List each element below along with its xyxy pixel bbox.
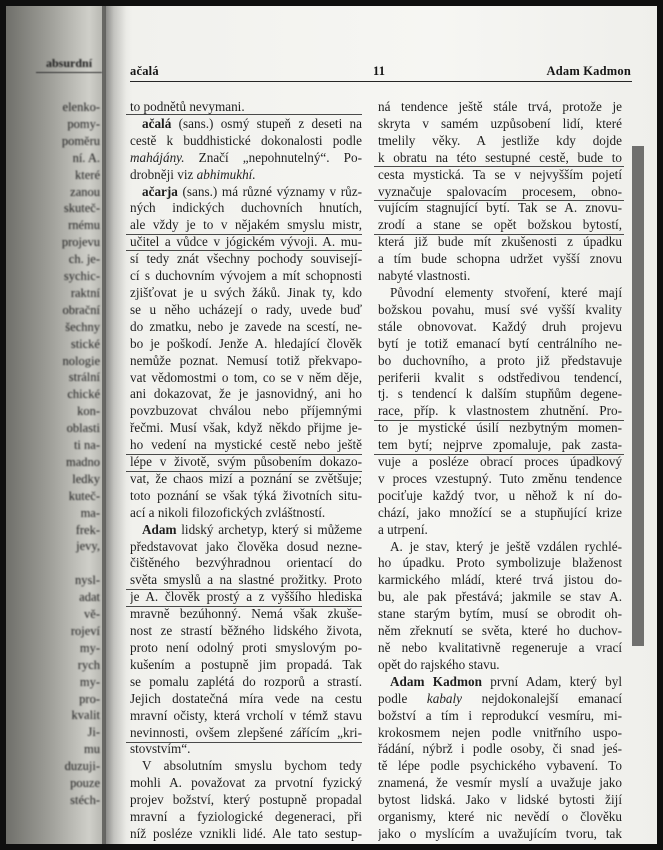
text-line: zjišťovat je u svých žáků. Jinak ty, kdo: [130, 284, 362, 300]
text-line: cí s duchovním vývojem a mít schopnosti: [130, 268, 362, 284]
text-line: představovat jako člověka dosud nezne-: [130, 538, 362, 554]
pencil-underline: [126, 454, 362, 455]
left-page-fragment: zanou: [70, 184, 100, 199]
text-line: Jejich dostatečná míra vede na cestu: [130, 690, 362, 706]
text-line: božství a tím i reprodukcí vesmíru, mi-: [378, 707, 622, 723]
text-line: a utrpení.: [378, 521, 428, 537]
text-line: bytost lidská. Jako v lidské bytosti žijí: [378, 792, 622, 808]
text-line: je A. člověk prostý a z vyššího hlediska: [130, 589, 362, 605]
text-line: ací a nikoli filozofických zvláštností.: [130, 504, 326, 520]
text-line: Adam lidský archetyp, který si můžeme: [142, 521, 362, 537]
text-line: mravně bezúhonný. Nemá však zkuše-: [130, 606, 362, 622]
text-line: zrodí a stane se opět božskou bytostí,: [378, 217, 622, 233]
text-line: ani dokazovat, že je jasnovidný, ani ho: [130, 386, 362, 402]
left-page-fragment: oblasti: [66, 421, 100, 436]
text-line: A. je stav, který je ještě vzdálen rychlé-: [390, 538, 622, 554]
left-page-fragment: adat: [79, 590, 100, 605]
text-line: sí tedy znát všechny pochody souvisejí-: [130, 251, 362, 267]
text-line: ně nebo kvalitativně regeneruje a vrací: [378, 640, 622, 655]
text-line: nost ze strastí běžného lidského života,: [130, 623, 362, 639]
text-line: nevinnosti, ovšem zlepšené zářícím „kri-: [130, 724, 362, 740]
left-page-fragment: pro-: [79, 691, 100, 706]
left-page-fragment: pomy-: [67, 116, 100, 131]
pencil-underline: [374, 234, 624, 235]
pencil-underline: [374, 166, 624, 167]
left-page-fragment: ma-: [80, 505, 100, 520]
left-page-rule: [36, 72, 102, 73]
text-line: vyznačuje spalovacím procesem, obno-: [378, 183, 622, 199]
text-line: nemůže poznat. Nemusí totiž překvapo-: [130, 352, 362, 368]
text-line: organismy, které nic nevědí o člověku: [378, 809, 622, 825]
text-line: to podnětů nevymani.: [130, 99, 245, 114]
text-line: tem bytí; nejprve zpomaluje, pak zasta-: [378, 437, 622, 453]
text-line: níž posléze vznikli lidé. Ale tato sestup-: [130, 825, 362, 841]
text-line: tě lépe podle psychického vybavení. To: [378, 758, 622, 774]
text-line: ačarja (sans.) má různé významy v růz-: [142, 183, 362, 199]
text-line: řádání, nýbrž i podle osoby, či snad jeś-: [378, 741, 622, 757]
text-line: bo je poškodí. Jenže A. hledající člověk: [130, 335, 362, 351]
text-line: bo duchovního, a proto již představuje: [378, 352, 622, 368]
text-line: a tím bude schopna udržet vyšší znovu: [378, 251, 622, 267]
text-line: krokosmem nejen podle vnitřního uspo-: [378, 724, 622, 740]
text-line: proto není odolný proti smyslovým po-: [130, 640, 362, 655]
pencil-underline: [126, 471, 362, 472]
text-line: to je mystické úsilí nezbytným momen-: [378, 420, 622, 436]
pencil-underline: [126, 114, 362, 115]
text-line: pociťuje každý tvor, u něhož k ní do-: [378, 487, 622, 503]
text-line: cesta mystická. Ta se v nejvyšším pojetí: [378, 166, 622, 182]
left-page-fragment: kuteč-: [68, 488, 100, 503]
text-line: ho úpadku. Proto symbolizuje blaženost: [378, 555, 622, 571]
page-number: 11: [373, 64, 386, 78]
left-page-fragment: mu: [84, 742, 100, 757]
left-page-fragment: projevu: [61, 235, 100, 250]
left-page-fragment: které: [75, 167, 100, 182]
text-line: chází, jako množící se a stupňující krize: [378, 504, 622, 520]
text-line: v proces vzestupný. Tuto změnu tendence: [378, 470, 622, 486]
text-line: světa smyslů a na slastné prožitky. Proto: [130, 572, 362, 588]
running-head-right: Adam Kadmon: [546, 64, 631, 78]
left-page-fragment: kon-: [77, 404, 100, 419]
left-page-fragment: ní. A.: [72, 150, 100, 165]
running-head-left: ačalá: [130, 64, 159, 78]
text-line: povzbuzovat chválou nebo příjemnými: [130, 403, 362, 419]
text-line: mohli A. považovat za prvotní fyzický: [130, 775, 362, 791]
text-line: nabyté vlastnosti.: [378, 268, 471, 284]
pencil-underline: [374, 200, 624, 201]
left-page-fragment: frek-: [75, 522, 100, 537]
text-line: stále obnovovat. Každý druh projevu: [378, 318, 622, 334]
text-line: lépe v životě, svým působením dokazo-: [130, 454, 362, 470]
left-page-fragment: elenko-: [62, 100, 100, 114]
left-page-fragment: strální: [68, 370, 100, 385]
text-line: ho vedení na mystické cestě nebo ještě: [130, 437, 362, 453]
text-line: mravní a fyziologické degeneraci, při: [130, 809, 362, 825]
left-page-fragment: Ji-: [87, 725, 100, 740]
text-line: k obratu na této sestupné cestě, bude to: [378, 149, 622, 165]
pencil-underline: [374, 454, 624, 455]
left-page-fragment: obrační: [62, 302, 100, 317]
left-page-header: absurdní: [46, 56, 93, 70]
pencil-underline: [126, 589, 362, 590]
text-line: stane starým bytím, musí se obrodit oh-: [378, 606, 622, 622]
text-line: ačalá (sans.) osmý stupeň z deseti na: [142, 115, 362, 131]
text-line: se u něho ucházejí o rady, uvede buď: [130, 301, 362, 317]
text-line: opět do rajského stavu.: [378, 656, 500, 672]
text-line: drobněji viz abhimukhí.: [130, 166, 256, 182]
page-edge-shadow: [632, 146, 644, 646]
text-line: Původní elementy stvoření, které mají: [390, 284, 622, 300]
pencil-underline: [374, 420, 624, 421]
text-line: karmického mládí, které trvá jistou do-: [378, 572, 622, 588]
text-line: toto poznání se však týká životních situ-: [130, 487, 362, 503]
left-page-fragment: nologie: [62, 353, 100, 368]
text-line: projev božství, který postupně propadal: [130, 792, 362, 808]
text-line: učitel a vůdce v jógickém vývoji. A. mu-: [130, 234, 362, 250]
header-rule: [130, 81, 632, 82]
left-page-fragment: kvalit: [71, 708, 100, 723]
text-line: mravní očisty, která vrcholí v témž stavu: [130, 707, 362, 723]
text-line: čištěného bezvýhradnou orientací do: [130, 555, 362, 571]
book-gutter-shadow: [102, 6, 126, 844]
right-page: [106, 6, 657, 844]
left-page-fragment: skuteč-: [63, 201, 100, 216]
left-page-fragment: my-: [79, 674, 100, 689]
left-page-fragment: rnému: [68, 218, 100, 233]
text-line: periferii kvalit s odstředivou tendencí,: [378, 369, 622, 385]
text-line: ale vždy je to v nějakém smyslu mistr,: [130, 217, 362, 233]
text-line: V absolutním smyslu bychom tedy: [142, 758, 362, 774]
left-page-fragment: ch. je-: [68, 252, 100, 267]
text-line: podle kabaly nejdokonalejší emanací: [378, 690, 622, 706]
text-line: jako o myslícím a uvažujícím tvoru, tak: [378, 825, 622, 841]
book-photo: [6, 6, 657, 844]
text-line: něm zřeknutí se světa, které ho duchov-: [378, 623, 622, 639]
left-page-fragment: rojeví: [70, 623, 100, 638]
left-page-fragment: vě-: [84, 607, 100, 621]
text-line: kušením a postupně jim propadá. Tak: [130, 656, 362, 672]
left-page-fragment: ledky: [72, 471, 100, 486]
text-line: do zmatku, nebo je zavede na scestí, ne-: [130, 318, 362, 334]
text-line: tmelily věky. A jestliže kdy dojde: [378, 132, 622, 148]
text-line: ná tendence ještě stále trvá, protože je: [378, 99, 622, 114]
left-page-fragment: my-: [79, 640, 100, 655]
left-page-fragment: šechny: [65, 319, 100, 334]
left-page-fragment: raktní: [70, 285, 100, 300]
left-page-fragment: rych: [77, 657, 100, 672]
text-column-right: [378, 99, 622, 843]
left-page-fragment: jevy,: [76, 539, 100, 554]
pencil-underline: [126, 742, 362, 743]
text-line: se pomalu zaplétá do rozporů a strastí.: [130, 673, 362, 689]
left-page-fragment: poměru: [61, 133, 100, 148]
text-line: Adam Kadmon první Adam, který byl: [390, 673, 622, 689]
left-page-fragment: stické: [70, 336, 100, 351]
pencil-underline: [126, 250, 362, 251]
pencil-underline: [126, 606, 362, 607]
text-line: ných indických duchovních hnutích,: [130, 200, 362, 216]
text-line: božskou povahu, musí své vyšší kvality: [378, 301, 622, 317]
pencil-underline: [126, 234, 362, 235]
text-line: cestě k buddhistické dokonalosti podle: [130, 132, 362, 148]
text-line: stovstvím“.: [130, 741, 191, 757]
text-line: řečmi. Musí však, když někdo přijme je-: [130, 420, 362, 436]
text-line: race, příp. k vlastnostem zhutnění. Pro-: [378, 403, 622, 419]
text-line: vat, že chaos mizí a poznání se zvětšuje;: [130, 470, 362, 486]
left-page-fragment: ti na-: [73, 438, 100, 452]
text-line: skryta v samém uzpůsobení lidí, které: [378, 115, 622, 131]
text-line: bytí je totiž emanací bytí centrálního ne-: [378, 335, 622, 351]
text-line: mahájány. Značí „nepohnutelný“. Po-: [130, 149, 362, 165]
text-line: bu, ale pak přestává; jakmile se stav A.: [378, 589, 622, 605]
text-line: která již bude mít zkušenosti z úpadku: [378, 234, 622, 250]
text-line: vujícím stagnující bytí. Tak se A. znovu-: [378, 200, 622, 216]
text-line: tj. s tendencí k dalším stupňům degene-: [378, 386, 622, 402]
left-page-fragment: pouze: [70, 776, 100, 790]
left-page: [6, 6, 110, 844]
left-page-fragment: nysl-: [75, 573, 100, 588]
left-page-fragment: duzuji-: [64, 759, 100, 774]
left-page-fragment: stéch-: [70, 792, 100, 807]
left-page-fragment: madno: [65, 454, 100, 469]
left-page-fragment: chické: [67, 387, 100, 402]
text-line: vuje a posléze obrací proces úpadkový: [378, 454, 622, 470]
left-page-fragment: sychic-: [63, 269, 100, 283]
text-line: znamená, že vesmír myslí a uvažuje jako: [378, 775, 622, 791]
text-line: vat vědomostmi o tom, co se v něm děje,: [130, 369, 362, 385]
